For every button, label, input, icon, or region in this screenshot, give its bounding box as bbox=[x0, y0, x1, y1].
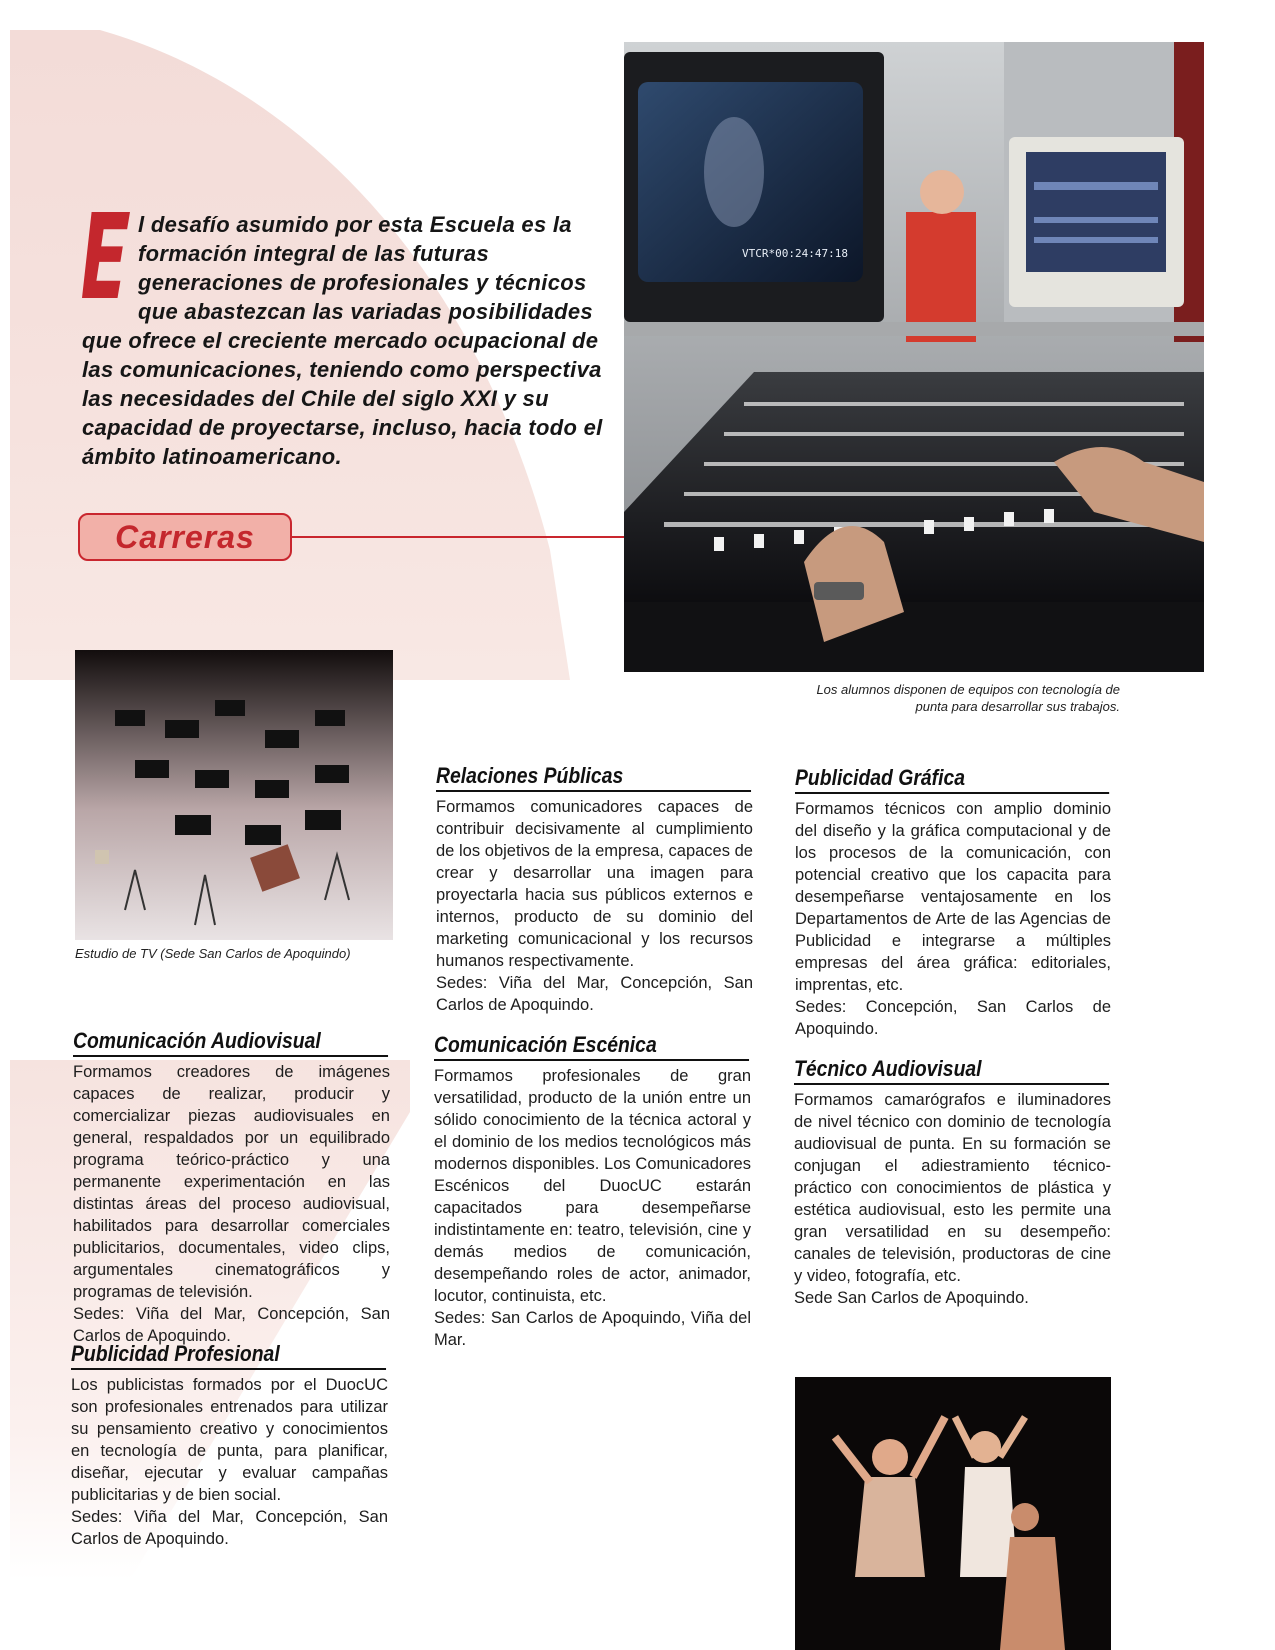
tv-studio-caption: Estudio de TV (Sede San Carlos de Apoquindo) bbox=[75, 946, 351, 961]
carreras-heading bbox=[78, 513, 638, 563]
recording-studio-illustration bbox=[624, 42, 1204, 672]
section-sedes: Sedes: Viña del Mar, Concepción, San Carlos de Apoquindo. bbox=[71, 1508, 388, 1548]
section-tecnico-audiovisual bbox=[794, 1056, 1111, 1309]
drop-cap bbox=[82, 212, 130, 298]
section-title: Comunicación Escénica bbox=[434, 1032, 749, 1061]
section-sedes: Sedes: Viña del Mar, Concepción, San Carlos de Apoquindo. bbox=[436, 974, 753, 1014]
section-body: Formamos camarógrafos e iluminadores de nivel técnico con dominio de tecnología audiovisual de punta. En su formación se conjugan el adiestramiento técnico-práctico con conocimientos de plástica y estética audiovisual, esto les permite una gran versatilidad en su desempeño: canales de televisión, productoras de cine y video, fotografía, etc. bbox=[794, 1091, 1111, 1285]
section-title: Publicidad Profesional bbox=[71, 1341, 386, 1370]
section-sedes: Sede San Carlos de Apoquindo. bbox=[794, 1289, 1029, 1307]
section-body: Formamos creadores de imágenes capaces de realizar, producir y comercializar piezas audiovisuales en general, respaldados por un equilibrado programa teórico-práctico y una permanente experimentación en las distintas áreas del proceso audiovisual, habilitados para desarrollar comerciales publicitarios, documentales, video clips, argumentales cinematográficos y programas de televisión. bbox=[73, 1063, 390, 1301]
dancers-illustration bbox=[795, 1377, 1111, 1650]
monitor-timecode: VTCR*00:24:47:18 bbox=[742, 247, 848, 260]
carreras-label: Carreras bbox=[78, 513, 292, 561]
section-title: Comunicación Audiovisual bbox=[73, 1028, 388, 1057]
section-body: Formamos comunicadores capaces de contribuir decisivamente al cumplimiento de los objetivos de la empresa, capaces de crear y desarrollar una imagen para proyectarla hacia sus públicos externos e internos, producto de su dominio del marketing comunicacional y los recursos humanos respectivamente. bbox=[436, 798, 753, 970]
tv-studio-illustration bbox=[75, 650, 393, 940]
section-publicidad-profesional bbox=[71, 1341, 388, 1550]
section-sedes: Sedes: San Carlos de Apoquindo, Viña del Mar. bbox=[434, 1309, 751, 1349]
section-comunicacion-escenica bbox=[434, 1032, 751, 1351]
studio-photo-caption: Los alumnos disponen de equipos con tecnología de punta para desarrollar sus trabajos. bbox=[816, 682, 1120, 714]
section-body: Formamos técnicos con amplio dominio del diseño y la gráfica computacional y de los procesos de la comunicación, con potencial creativo que los capacita para desempeñarse ventajosamente en los Departamentos de Arte de las Agencias de Publicidad e integrarse a múltiples empresas del área gráfica: editoriales, imprentas, etc. bbox=[795, 800, 1111, 994]
section-title: Relaciones Públicas bbox=[436, 763, 751, 792]
section-sedes: Sedes: Viña del Mar, Concepción, San Carlos de Apoquindo. bbox=[73, 1305, 390, 1345]
section-relaciones-publicas bbox=[436, 763, 753, 1016]
dancers-photo bbox=[795, 1377, 1111, 1650]
recording-studio-photo bbox=[624, 42, 1204, 672]
intro-paragraph bbox=[82, 210, 622, 471]
section-body: Los publicistas formados por el DuocUC son profesionales entrenados para utilizar su pensamiento creativo y conocimientos en tecnología de punta, para planificar, diseñar, ejecutar y evaluar campañas publicitarias y de bien social. bbox=[71, 1376, 388, 1504]
section-body: Formamos profesionales de gran versatilidad, producto de la unión entre un sólido conocimiento de la técnica actoral y el dominio de los medios tecnológicos más modernos disponibles. Los Comunicadores Escénicos del DuocUC estarán capacitados para desempeñarse indistintamente en: teatro, televisión, cine y demás medios de comunicación, desempeñando roles de actor, animador, locutor, continuista, etc. bbox=[434, 1067, 751, 1305]
section-title: Técnico Audiovisual bbox=[794, 1056, 1109, 1085]
intro-text: l desafío asumido por esta Escuela es la formación integral de las futuras generaciones de profesionales y técnicos que abastezcan las variadas posibilidades que ofrece el creciente mercado ocupacional de las comunicaciones, teniendo como perspectiva las necesidades del Chile del siglo XXI y su capacidad de proyectarse, incluso, hacia todo el ámbito latinoamericano. bbox=[82, 212, 603, 469]
section-publicidad-grafica bbox=[795, 765, 1111, 1040]
section-comunicacion-audiovisual bbox=[73, 1028, 390, 1347]
section-sedes: Sedes: Concepción, San Carlos de Apoquindo. bbox=[795, 998, 1111, 1038]
section-title: Publicidad Gráfica bbox=[795, 765, 1109, 794]
carreras-rule bbox=[290, 536, 635, 538]
tv-studio-photo bbox=[75, 650, 393, 940]
